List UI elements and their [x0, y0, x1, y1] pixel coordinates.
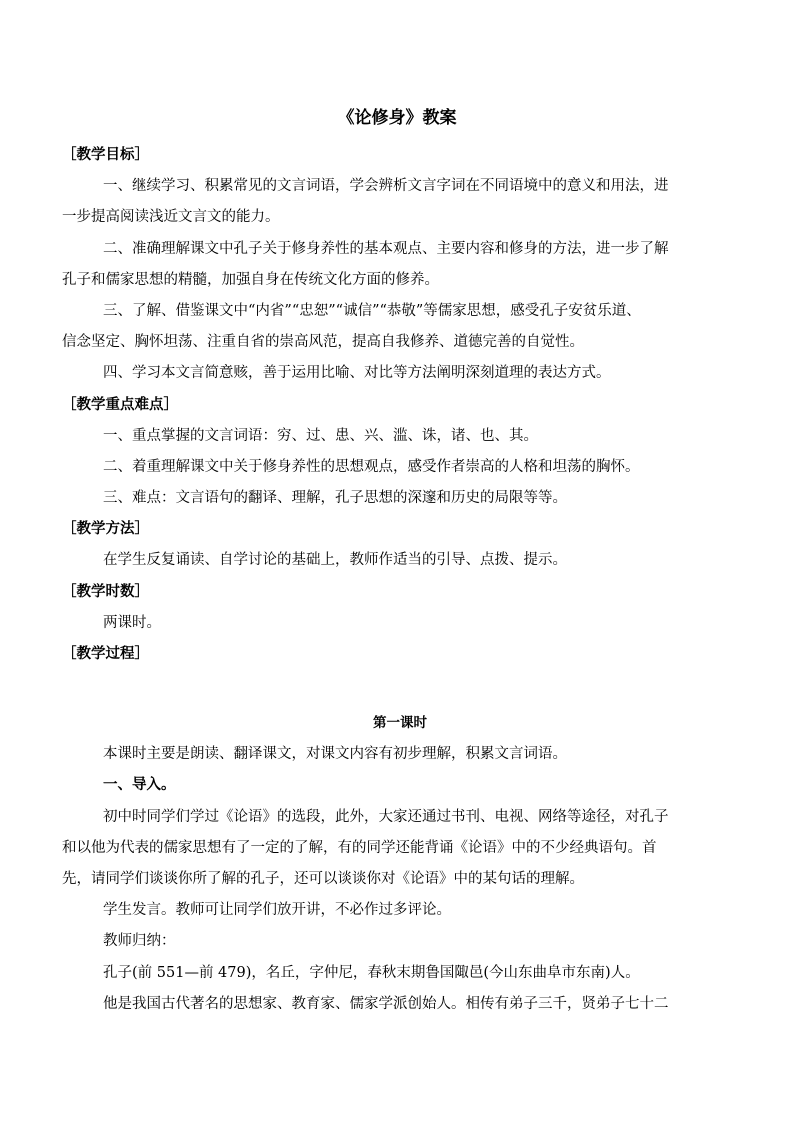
lesson-1-section-intro: 一、导入。	[103, 777, 176, 794]
goal-paragraph-1-line-2: 一步提高阅读浅近文言文的能力。	[62, 209, 280, 226]
goal-paragraph-1-line-1: 一、继续学习、积累常见的文言词语，学会辨析文言字词在不同语境中的意义和用法，进	[103, 178, 669, 195]
lesson-1-paragraph-1-line-2: 和以他为代表的儒家思想有了一定的了解，有的同学还能背诵《论语》中的不少经典语句。首	[62, 839, 657, 856]
goal-paragraph-3-line-2: 信念坚定、胸怀坦荡、注重自省的崇高风范，提高自我修养、道德完善的自觉性。	[62, 334, 584, 351]
hours-paragraph: 两课时。	[103, 614, 161, 631]
document-title: 《论修身》教案	[337, 108, 457, 128]
lesson-1-paragraph-2: 学生发言。教师可让同学们放开讲，不必作过多评论。	[103, 902, 451, 919]
goal-paragraph-4: 四、学习本文言简意赅，善于运用比喻、对比等方法阐明深刻道理的表达方式。	[103, 365, 611, 382]
goal-paragraph-2-line-1: 二、准确理解课文中孔子关于修身养性的基本观点、主要内容和修身的方法，进一步了解	[103, 240, 669, 257]
lesson-1-paragraph-5: 他是我国古代著名的思想家、教育家、儒家学派创始人。相传有弟子三千，贤弟子七十二	[103, 995, 669, 1012]
lesson-1-paragraph-3: 教师归纳：	[103, 933, 176, 950]
heading-teaching-methods: ［教学方法］	[62, 521, 149, 538]
lesson-1-intro: 本课时主要是朗读、翻译课文，对课文内容有初步理解，积累文言词语。	[103, 746, 567, 763]
heading-teaching-goals: ［教学目标］	[62, 147, 149, 163]
heading-teaching-hours: ［教学时数］	[62, 583, 149, 600]
heading-teaching-process: ［教学过程］	[62, 646, 149, 662]
key-point-1: 一、重点掌握的文言词语：穷、过、患、兴、滥、诛，诸、也、其。	[103, 427, 538, 444]
goal-paragraph-2-line-2: 孔子和儒家思想的精髓，加强自身在传统文化方面的修养。	[62, 271, 439, 288]
lesson-1-paragraph-1-line-1: 初中时同学们学过《论语》的选段，此外，大家还通过书刊、电视、网络等途径，对孔子	[103, 808, 669, 825]
document-body	[62, 140, 738, 1020]
methods-paragraph: 在学生反复诵读、自学讨论的基础上，教师作适当的引导、点拨、提示。	[103, 552, 567, 569]
goal-paragraph-3-line-1: 三、了解、借鉴课文中“内省”“忠恕”“诚信”“恭敬”等儒家思想，感受孔子安贫乐道、	[103, 302, 641, 319]
lesson-1-heading: 第一课时	[373, 715, 427, 732]
section-spacer	[62, 670, 738, 708]
key-point-3: 三、难点：文言语句的翻译、理解，孔子思想的深邃和历史的局限等等。	[103, 490, 567, 507]
lesson-1-paragraph-4: 孔子(前 551—前 479)，名丘，字仲尼，春秋末期鲁国陬邑(今山东曲阜市东南)人。	[103, 964, 640, 981]
key-point-2: 二、着重理解课文中关于修身养性的思想观点，感受作者崇高的人格和坦荡的胸怀。	[103, 458, 640, 475]
lesson-1-paragraph-1-line-3: 先，请同学们谈谈你所了解的孔子，还可以谈谈你对《论语》中的某句话的理解。	[62, 870, 584, 887]
heading-key-points: ［教学重点难点］	[62, 396, 178, 413]
